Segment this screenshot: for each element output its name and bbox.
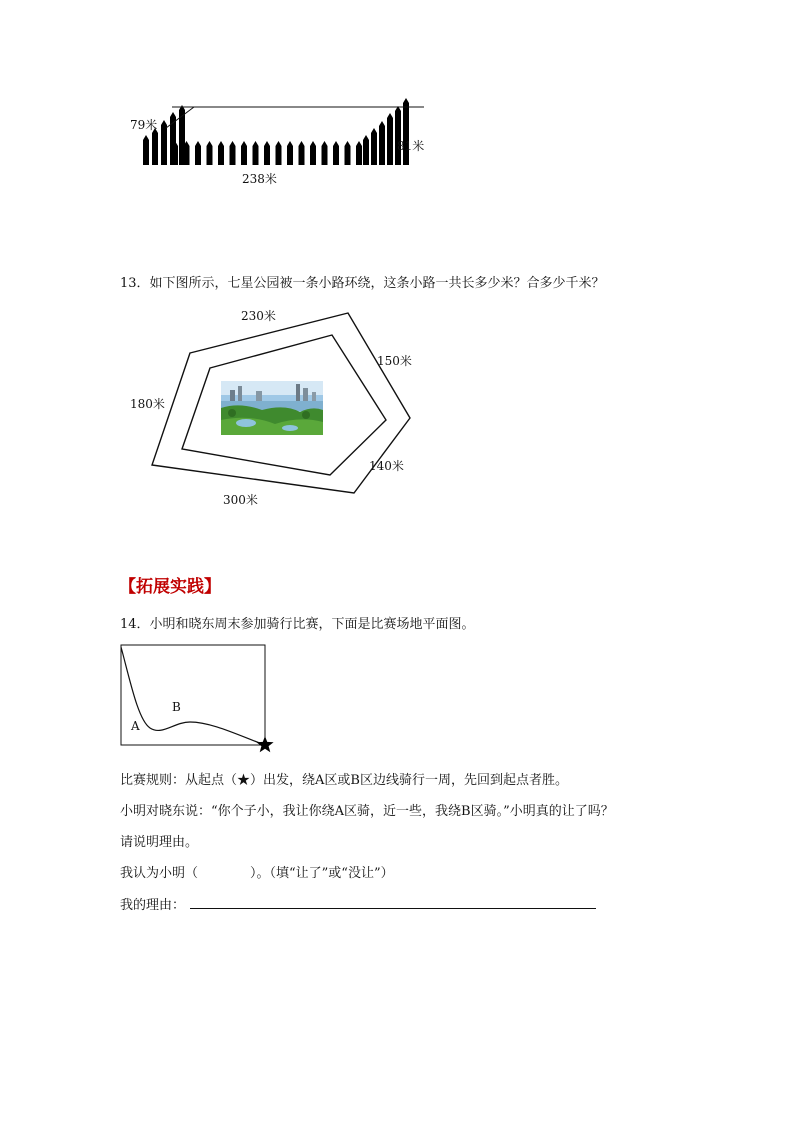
right-height-label: 81米 — [397, 139, 425, 153]
side-label-top: 230米 — [241, 309, 276, 323]
field-rectangle — [121, 645, 265, 745]
tree-icon — [387, 113, 393, 165]
dialog-text: 小明对晓东说：“你个子小，我让你绕A区骑，近一些，我绕B区骑。”小明真的让了吗？ — [120, 804, 614, 819]
race-rule-text: 比赛规则：从起点（★）出发，绕A区或B区边线骑行一周，先回到起点者胜。 — [120, 773, 568, 788]
side-label-top-right: 150米 — [377, 354, 412, 368]
side-label-bottom-right: 140米 — [369, 459, 404, 473]
tree-icon — [333, 141, 339, 165]
park-photo — [221, 381, 323, 435]
tree-icon — [253, 141, 259, 165]
tree-icon — [172, 141, 178, 165]
region-a-label: A — [131, 719, 140, 733]
tree-icon — [143, 135, 149, 165]
tree-icon — [395, 106, 401, 165]
park-figure — [0, 300, 794, 520]
side-label-left: 180米 — [130, 397, 165, 411]
tree-icon — [241, 141, 247, 165]
tree-icon — [310, 141, 316, 165]
tree-icon — [371, 128, 377, 165]
tree-row-figure — [0, 0, 794, 200]
bottom-length-label: 238米 — [242, 172, 277, 186]
tree-icon — [218, 141, 224, 165]
tree-icon — [161, 120, 167, 165]
side-label-bottom: 300米 — [223, 493, 258, 507]
section-title: 【拓展实践】 — [119, 577, 221, 597]
tree-icon — [207, 141, 213, 165]
question-13-text: 13．如下图所示，七星公园被一条小路环绕，这条小路一共长多少米？合多少千米？ — [120, 276, 605, 291]
tree-row — [143, 98, 409, 165]
tree-icon — [363, 135, 369, 165]
tree-icon — [195, 141, 201, 165]
tree-icon — [276, 141, 282, 165]
tree-icon — [152, 128, 158, 165]
region-b-label: B — [172, 700, 181, 714]
reason-label: 我的理由： — [120, 898, 186, 913]
left-height-label: 79米 — [130, 118, 158, 132]
tree-icon — [379, 121, 385, 165]
tree-icon — [184, 141, 190, 165]
tree-icon — [287, 141, 293, 165]
fill-blank-text[interactable]: 我认为小明（ ）。（填“让了”或“没让”） — [120, 866, 394, 881]
race-field-figure — [0, 640, 794, 760]
tree-icon — [403, 98, 409, 165]
reason-answer-line[interactable] — [190, 908, 596, 909]
explain-text: 请说明理由。 — [120, 835, 199, 850]
tree-icon — [356, 141, 362, 165]
tree-icon — [264, 141, 270, 165]
dividing-curve — [121, 647, 265, 745]
tree-icon — [322, 141, 328, 165]
question-14-text: 14．小明和晓东周末参加骑行比赛，下面是比赛场地平面图。 — [120, 617, 475, 632]
tree-icon — [230, 141, 236, 165]
start-star-icon — [256, 736, 273, 752]
tree-icon — [345, 141, 351, 165]
tree-icon — [299, 141, 305, 165]
